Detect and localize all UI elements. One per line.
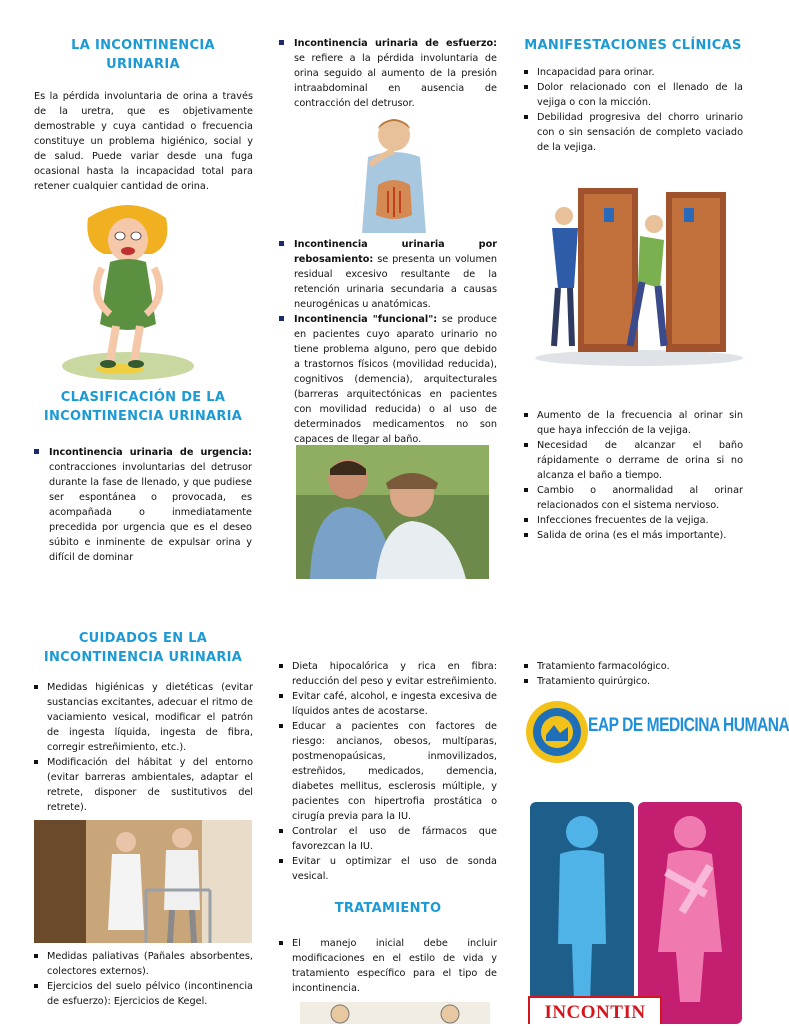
overflow-functional-list [279, 237, 497, 447]
term-functional: Incontinencia "funcional": [294, 314, 438, 325]
care-list-a [34, 680, 253, 815]
cartoon-woman-illustration [58, 196, 198, 384]
classification-stress [279, 36, 497, 111]
title-cuidados: CUIDADOS EN LA INCONTINENCIA URINARIA [43, 631, 243, 665]
manifestation-item: Incapacidad para orinar. [524, 65, 743, 80]
manifestation-item: Infecciones frecuentes de la vejiga. [524, 513, 743, 528]
cover-figures-graphic [530, 802, 742, 1024]
text-urgency: contracciones involuntarias del detrusor durante la fase de llenado, y que pudiese ser espontánea o provocada, es acompañada o inmediatamente precedida por urgencia que es el deseo súbito e inminente de expulsar orina y difícil de dominar [49, 462, 252, 563]
nurse-walker-photo [34, 820, 252, 943]
treatment-item: El manejo inicial debe incluir modificaciones en el estilo de vida y tratamiento específico para el tipo de incontinencia. [279, 936, 497, 996]
care-item: Educar a pacientes con factores de riesgo: ancianos, obesos, multíparas, postmenopaúsicas, inmovilizados, estreñidos, medicados, demencia, diabetes mellitus, esclerosis múltiple, y pacientes con hipertrofia prostática o cirugía previa para la IU. [279, 719, 497, 824]
faculty-logo-text: EAP DE MEDICINA HUMANA [588, 715, 789, 736]
treatment-type-item: Tratamiento quirúrgico. [524, 674, 743, 689]
manifestations-list-b [524, 408, 743, 543]
title-clasificacion: CLASIFICACIÓN DE LA INCONTINENCIA URINARIA [43, 390, 243, 424]
care-item: Evitar u optimizar el uso de sonda vesical. [279, 854, 497, 884]
text-overflow: se presenta un volumen residual excesivo resultante de la retención urinaria secundaria a causas neurogénicas u anatómicas. [294, 254, 497, 310]
classification-functional [279, 312, 497, 447]
treatment-list [279, 936, 497, 996]
cover-title: INCONTIN [544, 1002, 646, 1023]
manifestation-item: Salida de orina (es el más importante). [524, 528, 743, 543]
care-item: Evitar café, alcohol, e ingesta excesiva de líquidos antes de acostarse. [279, 689, 497, 719]
manifestations-list-a [524, 65, 743, 155]
manifestation-item: Aumento de la frecuencia al orinar sin que haya infección de la vejiga. [524, 408, 743, 438]
cover-title-box [528, 996, 662, 1024]
elderly-woman-illustration [348, 115, 440, 233]
care-item: Dieta hipocalórica y rica en fibra: reducción del peso y evitar estreñimiento. [279, 659, 497, 689]
intro-paragraph: Es la pérdida involuntaria de orina a través de la uretra, que es objetivamente demostrable y cuya cantidad o frecuencia constituye un problema higiénico, social y de salud. Puede variar desde una fuga ocasional hasta la incapacidad total para retener cualquier cantidad de orina. [34, 91, 253, 192]
care-item: Modificación del hábitat y del entorno (evitar barreras ambientales, adaptar el retrete, disponer de sustitutivos del retrete). [34, 755, 253, 815]
manifestation-item: Dolor relacionado con el llenado de la vejiga o con la micción. [524, 80, 743, 110]
term-urgency: Incontinencia urinaria de urgencia: [49, 447, 252, 458]
stress-list [279, 36, 497, 111]
care-list-c [279, 659, 497, 884]
title-manifestaciones: MANIFESTACIONES CLÍNICAS [524, 38, 742, 53]
title-tratamiento: TRATAMIENTO [334, 901, 442, 916]
partial-illustration [300, 1000, 490, 1024]
manifestation-item: Cambio o anormalidad al orinar relacionados con el sistema nervioso. [524, 483, 743, 513]
manifestation-item: Necesidad de alcanzar el baño rápidamente o derrame de orina si no alcanza el baño a tiempo. [524, 438, 743, 483]
classification-urgency [34, 445, 252, 565]
care-item: Medidas paliativas (Pañales absorbentes, colectores externos). [34, 949, 253, 979]
text-stress: se refiere a la pérdida involuntaria de orina seguido al aumento de la presión intraabdominal en ausencia de contracción del detrusor. [294, 53, 497, 109]
care-list-b [34, 949, 253, 1009]
term-overflow: Incontinencia urinaria por rebosamiento: [294, 239, 497, 265]
elderly-men-photo [296, 445, 489, 579]
text-functional: se produce en pacientes cuyo aparato urinario no tiene problema alguno, pero que debido a trastornos físicos (movilidad reducida), cognitivos (demencia), arquitecturales (barreras arquitectónicas en pacientes con movilidad reducida) o al uso de determinados medicamentos no son capaces de llegar al baño. [294, 314, 497, 445]
title-incontinencia: LA INCONTINENCIA URINARIA [71, 38, 215, 72]
classification-list [34, 445, 252, 565]
university-seal-logo [524, 699, 590, 765]
care-item: Ejercicios del suelo pélvico (incontinencia de esfuerzo): Ejercicios de Kegel. [34, 979, 253, 1009]
manifestation-item: Debilidad progresiva del chorro urinario con o sin sensación de completo vaciado de la vejiga. [524, 110, 743, 155]
care-item: Medidas higiénicas y dietéticas (evitar sustancias excitantes, adecuar el ritmo de vaciamiento vesical, modificar el patrón de ingesta líquida, ingesta de fibra, corregir estreñimiento, etc.). [34, 680, 253, 755]
treatment-types-list [524, 659, 743, 689]
classification-overflow [279, 237, 497, 312]
care-item: Controlar el uso de fármacos que favorezcan la IU. [279, 824, 497, 854]
restroom-doors-illustration [530, 178, 748, 368]
term-stress: Incontinencia urinaria de esfuerzo: [294, 38, 497, 49]
treatment-type-item: Tratamiento farmacológico. [524, 659, 743, 674]
